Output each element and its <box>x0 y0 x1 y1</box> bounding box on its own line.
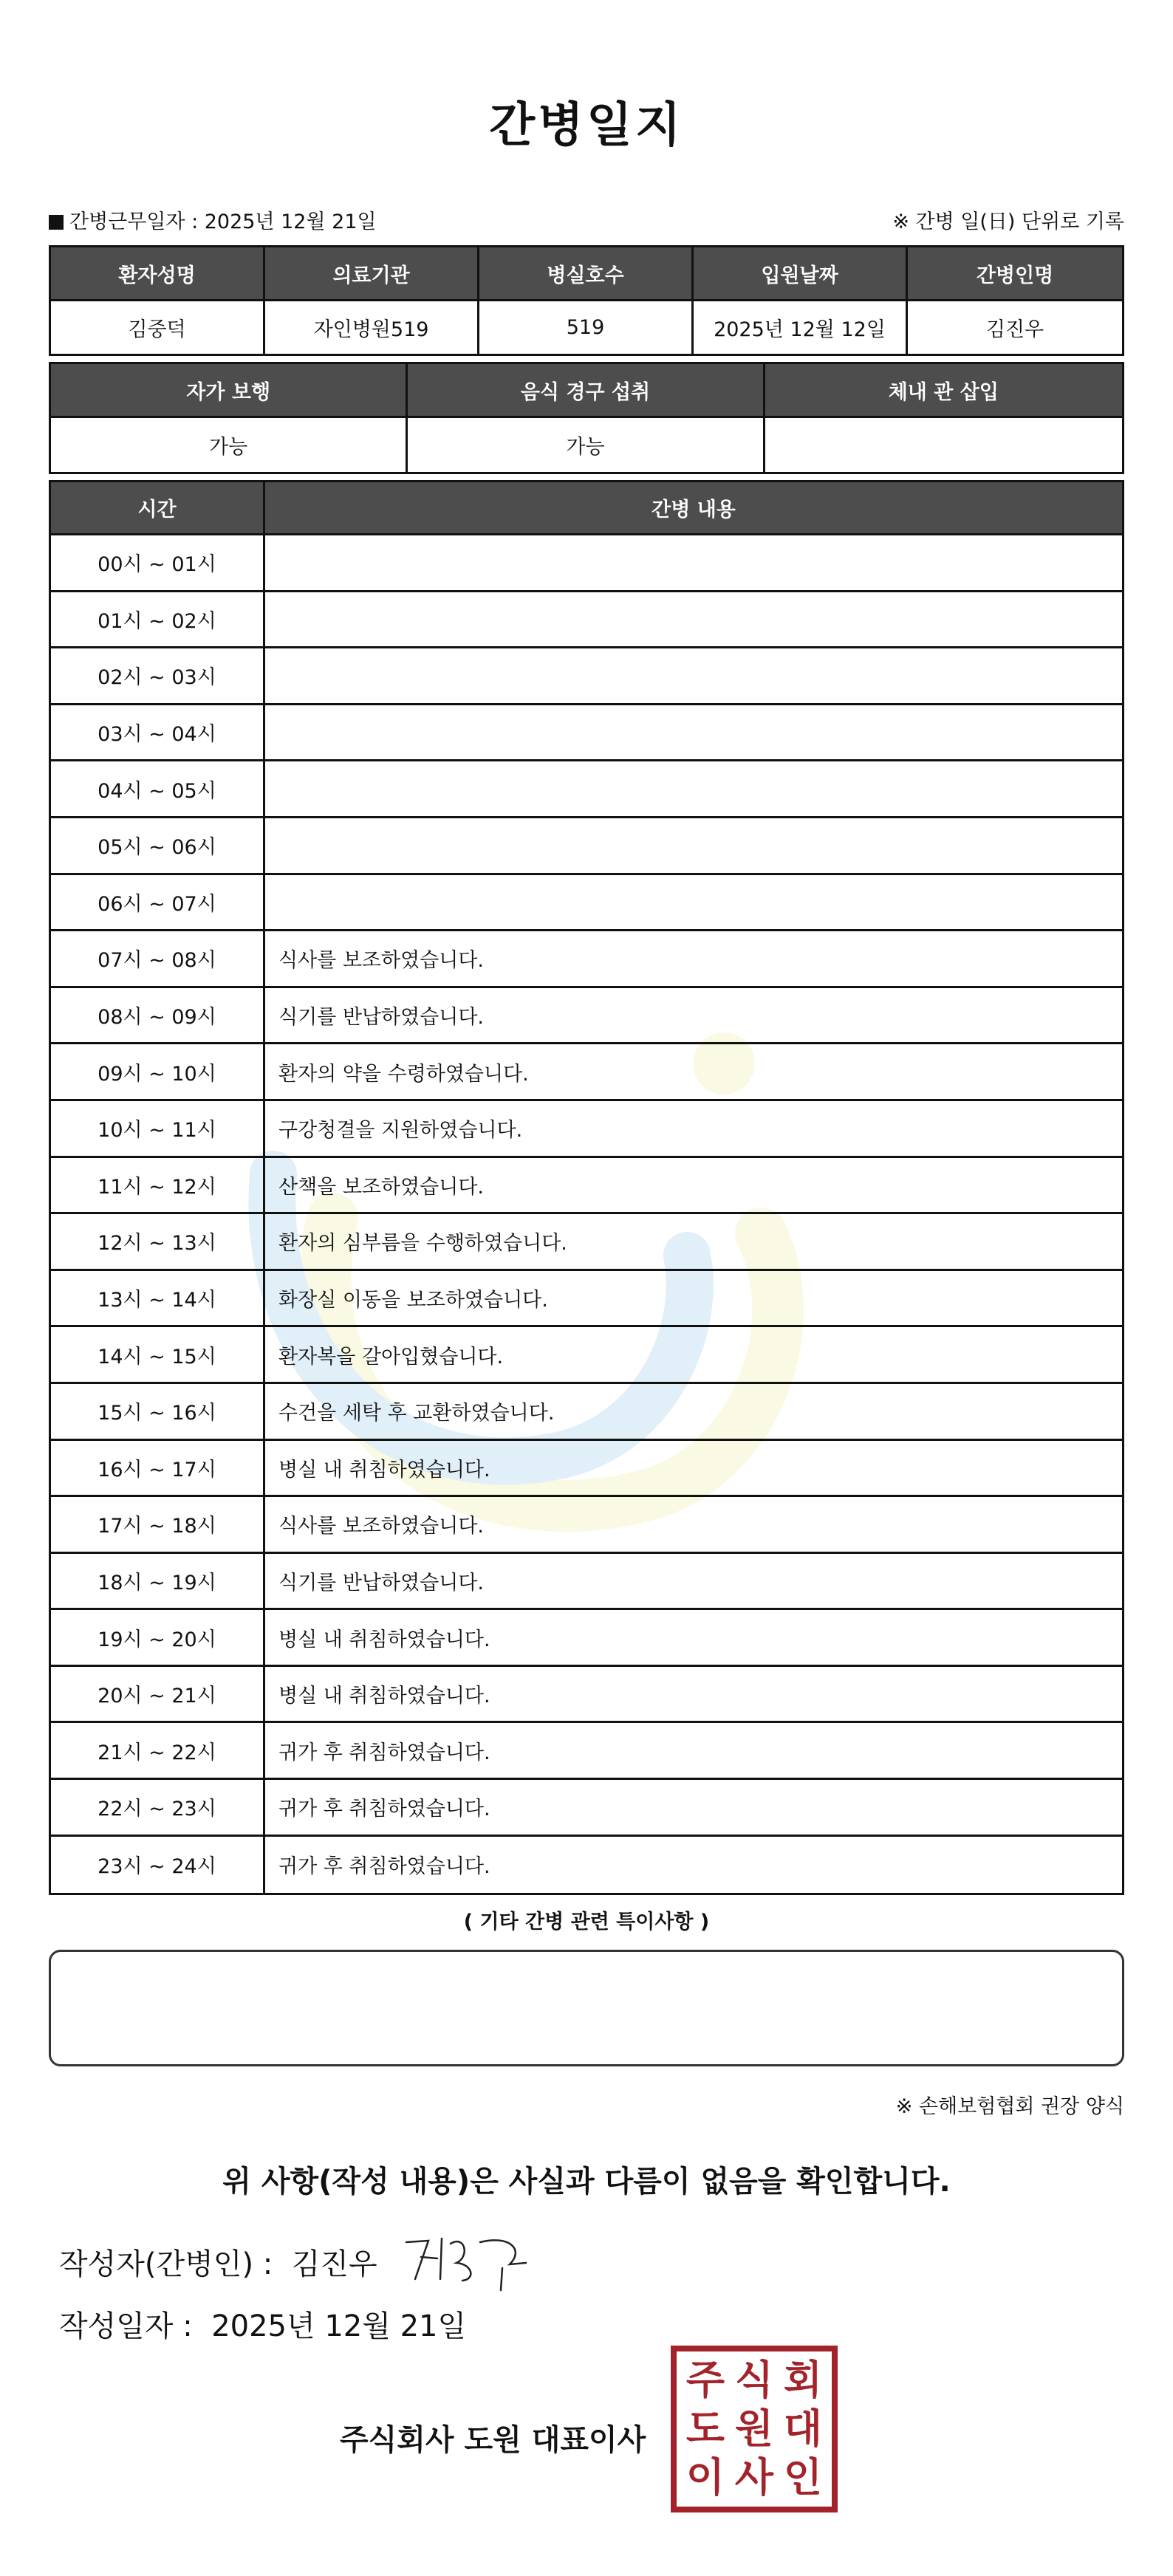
patient-info-table <box>49 245 1124 356</box>
log-row <box>51 1610 1122 1667</box>
log-content-cell: 화장실 이동을 보조하였습니다. <box>278 1289 548 1312</box>
company-seal-stamp <box>671 2346 838 2512</box>
log-time-cell: 07시 ~ 08시 <box>51 931 265 986</box>
log-header-time: 시간 <box>51 482 265 533</box>
handwritten-signature <box>399 2227 532 2294</box>
log-time-cell: 10시 ~ 11시 <box>51 1101 265 1156</box>
log-row <box>51 875 1122 932</box>
seal-char: 대 <box>783 2405 823 2452</box>
log-time-cell: 21시 ~ 22시 <box>51 1723 265 1778</box>
square-bullet-icon <box>49 215 64 230</box>
log-row <box>51 1214 1122 1271</box>
log-content-cell: 수건을 세탁 후 교환하였습니다. <box>278 1402 555 1425</box>
info-value-room: 519 <box>479 301 694 354</box>
log-content-cell: 구강청결을 지원하였습니다. <box>278 1119 523 1143</box>
status-header-tube: 체내 관 삽입 <box>765 364 1122 418</box>
remarks-box <box>49 1950 1124 2066</box>
log-time-cell: 05시 ~ 06시 <box>51 818 265 873</box>
log-content-cell: 환자의 심부름을 수행하였습니다. <box>278 1232 567 1256</box>
status-value-tube <box>765 418 1122 472</box>
log-content-cell: 환자의 약을 수령하였습니다. <box>278 1062 529 1086</box>
log-row <box>51 535 1122 592</box>
log-time-cell: 12시 ~ 13시 <box>51 1214 265 1269</box>
work-date <box>49 205 377 234</box>
log-row <box>51 1554 1122 1611</box>
company-representative: 주식회사 도원 대표이사 <box>340 2423 646 2457</box>
seal-char: 주 <box>685 2357 725 2403</box>
form-note: ※ 손해보험협회 권장 양식 <box>895 2095 1124 2118</box>
log-time-cell: 02시 ~ 03시 <box>51 648 265 703</box>
written-date-label: 작성일자 : <box>59 2309 193 2343</box>
log-row <box>51 818 1122 875</box>
work-date-label: 간병근무일자 : 2025년 12월 21일 <box>69 210 377 233</box>
log-row <box>51 1780 1122 1837</box>
confirmation-statement: 위 사항(작성 내용)은 사실과 다름이 없음을 확인합니다. <box>222 2165 951 2199</box>
log-content-cell: 식기를 반납하였습니다. <box>278 1571 484 1594</box>
log-row <box>51 1837 1122 1894</box>
info-value-patient-name: 김중덕 <box>51 301 265 354</box>
seal-char: 인 <box>783 2454 823 2501</box>
log-time-cell: 16시 ~ 17시 <box>51 1441 265 1496</box>
seal-char: 도 <box>685 2405 725 2452</box>
log-time-cell: 01시 ~ 02시 <box>51 592 265 647</box>
log-row <box>51 1271 1122 1328</box>
patient-status-table <box>49 362 1124 474</box>
seal-char: 이 <box>685 2454 725 2501</box>
writer-line <box>59 2241 377 2283</box>
page-title: 간병일지 <box>489 98 684 153</box>
log-time-cell: 04시 ~ 05시 <box>51 761 265 816</box>
log-time-cell: 22시 ~ 23시 <box>51 1780 265 1835</box>
log-row <box>51 1327 1122 1384</box>
status-value-oral-intake: 가능 <box>408 418 765 472</box>
seal-char: 원 <box>734 2405 774 2452</box>
remarks-title: ( 기타 간병 관련 특이사항 ) <box>463 1911 710 1933</box>
log-content-cell: 식사를 보조하였습니다. <box>278 949 484 973</box>
log-row <box>51 931 1122 988</box>
log-content-cell: 병실 내 취침하였습니다. <box>278 1458 490 1481</box>
record-note: ※ 간병 일(日) 단위로 기록 <box>892 210 1124 233</box>
info-header-patient-name: 환자성명 <box>51 247 265 301</box>
log-content-cell: 귀가 후 취침하였습니다. <box>278 1741 490 1764</box>
info-value-caregiver: 김진우 <box>985 318 1044 341</box>
status-header-walking: 자가 보행 <box>51 364 408 418</box>
info-header-room: 병실호수 <box>479 247 694 301</box>
log-content-cell: 환자복을 갈아입혔습니다. <box>278 1345 504 1368</box>
log-row <box>51 1101 1122 1158</box>
log-row <box>51 1384 1122 1441</box>
log-time-cell: 11시 ~ 12시 <box>51 1158 265 1213</box>
log-content-cell: 식사를 보조하였습니다. <box>278 1515 484 1538</box>
seal-char: 회 <box>783 2357 823 2403</box>
written-date-value: 2025년 12월 21일 <box>211 2309 467 2343</box>
info-header-hospital: 의료기관 <box>265 247 479 301</box>
log-content-cell: 식기를 반납하였습니다. <box>278 1006 484 1030</box>
log-header-row <box>51 482 1122 535</box>
seal-char: 식 <box>734 2357 774 2403</box>
info-header-caregiver: 간병인명 <box>908 247 1122 301</box>
log-row <box>51 1044 1122 1101</box>
log-content-cell <box>265 705 1122 760</box>
log-content-cell <box>265 592 1122 647</box>
log-content-cell <box>265 648 1122 703</box>
log-row <box>51 648 1122 705</box>
log-content-cell <box>265 875 1122 930</box>
log-row <box>51 592 1122 649</box>
log-row <box>51 988 1122 1045</box>
log-row <box>51 1441 1122 1498</box>
log-time-cell: 14시 ~ 15시 <box>51 1327 265 1382</box>
log-time-cell: 06시 ~ 07시 <box>51 875 265 930</box>
log-time-cell: 15시 ~ 16시 <box>51 1384 265 1439</box>
log-time-cell: 00시 ~ 01시 <box>51 535 265 590</box>
log-row <box>51 1158 1122 1215</box>
log-content-cell: 병실 내 취침하였습니다. <box>278 1628 490 1651</box>
log-time-cell: 09시 ~ 10시 <box>51 1044 265 1099</box>
status-header-oral-intake: 음식 경구 섭취 <box>408 364 765 418</box>
log-time-cell: 19시 ~ 20시 <box>51 1610 265 1665</box>
log-rows <box>51 535 1122 1893</box>
log-time-cell: 20시 ~ 21시 <box>51 1667 265 1722</box>
log-row <box>51 1667 1122 1724</box>
written-date-line <box>59 2303 466 2345</box>
care-log-table <box>49 480 1124 1895</box>
log-content-cell: 병실 내 취침하였습니다. <box>278 1685 490 1708</box>
log-content-cell <box>265 818 1122 873</box>
log-time-cell: 17시 ~ 18시 <box>51 1497 265 1552</box>
info-header-admission-date: 입원날짜 <box>694 247 908 301</box>
log-row <box>51 761 1122 818</box>
log-content-cell: 산책을 보조하였습니다. <box>278 1175 484 1199</box>
log-time-cell: 23시 ~ 24시 <box>51 1837 265 1894</box>
log-time-cell: 13시 ~ 14시 <box>51 1271 265 1326</box>
log-row <box>51 1723 1122 1780</box>
writer-label: 작성자(간병인) : <box>59 2247 273 2281</box>
log-content-cell: 귀가 후 취침하였습니다. <box>278 1798 490 1821</box>
seal-char: 사 <box>734 2454 774 2501</box>
log-row <box>51 705 1122 762</box>
log-content-cell <box>265 535 1122 590</box>
writer-name: 김진우 <box>291 2247 377 2281</box>
log-content-cell: 귀가 후 취침하였습니다. <box>278 1855 490 1879</box>
log-time-cell: 08시 ~ 09시 <box>51 988 265 1043</box>
log-time-cell: 03시 ~ 04시 <box>51 705 265 760</box>
log-header-content: 간병 내용 <box>652 499 736 521</box>
info-value-admission-date: 2025년 12월 12일 <box>694 301 908 354</box>
log-row <box>51 1497 1122 1554</box>
log-content-cell <box>265 761 1122 816</box>
log-time-cell: 18시 ~ 19시 <box>51 1554 265 1609</box>
status-value-walking: 가능 <box>51 418 408 472</box>
info-value-hospital: 자인병원519 <box>265 301 479 354</box>
